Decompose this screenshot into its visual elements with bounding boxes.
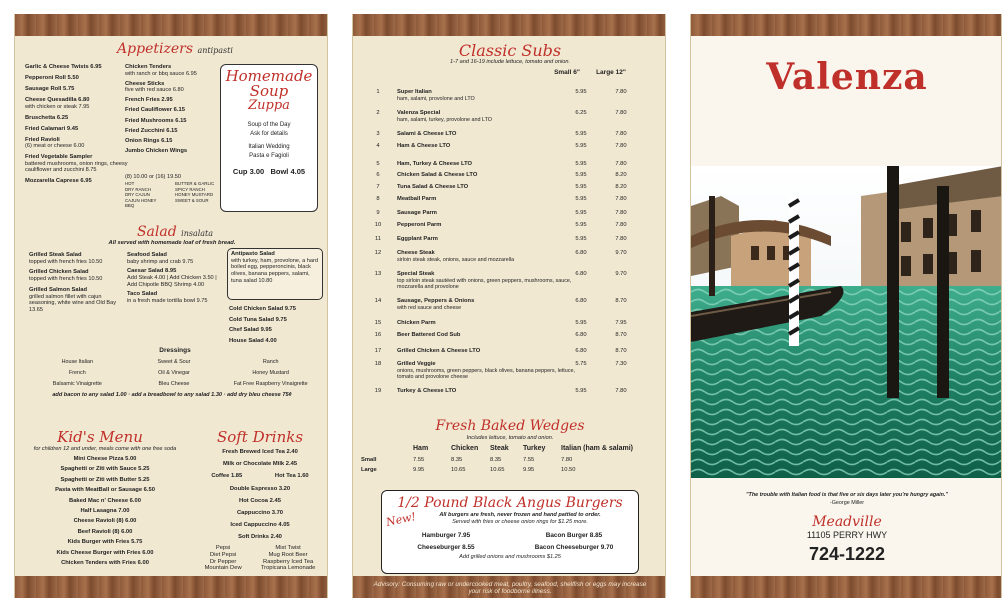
wedge-size-label: Small xyxy=(361,457,377,463)
soup-subtitle: Zuppa xyxy=(248,98,290,113)
appetizer-item xyxy=(25,115,133,122)
sub-desc: ham, salami, turkey, provolone and LTO xyxy=(397,117,492,123)
kids-item: Mini Cheese Pizza 5.00 xyxy=(73,456,137,462)
soup-item: Soup of the Day xyxy=(247,122,291,128)
appetizer-item xyxy=(125,81,225,94)
sub-large-price: 7.80 xyxy=(615,222,627,228)
appetizer-item-name: Fried Mushrooms 6.15 xyxy=(125,117,187,124)
appetizer-item xyxy=(125,97,225,104)
sub-small-price: 5.95 xyxy=(575,320,587,326)
dressing-item: House Italian xyxy=(61,359,94,365)
wing-sauce: CAJUN HONEY xyxy=(125,197,157,203)
soup-cup-price: Cup 3.00 xyxy=(232,167,265,176)
appetizer-item xyxy=(125,138,225,145)
wood-border-top xyxy=(15,14,327,36)
sub-name: Sausage, Peppers & Onions xyxy=(397,298,475,304)
salad-item-desc: baby shrimp and crab 9.75 xyxy=(127,258,194,265)
appetizer-item-name: Fried Cauliflower 6.15 xyxy=(125,107,185,114)
wedge-price: 8.35 xyxy=(451,457,463,463)
kids-item: Pasta with MeatBall or Sausage 6.50 xyxy=(55,487,155,494)
sub-number: 1 xyxy=(376,89,380,95)
sub-number: 5 xyxy=(376,161,380,167)
sub-desc: onions, mushrooms, green peppers, black olives, banana peppers, lettuce, tomato and provolone cheese xyxy=(397,368,575,381)
appetizer-item-name: Mozzarella Caprese 6.95 xyxy=(25,178,92,185)
salad-heading xyxy=(115,224,235,240)
mooring-pole-icon xyxy=(789,196,799,346)
salad-item xyxy=(29,287,117,314)
dressing-item: Bleu Cheese xyxy=(158,381,190,387)
subs-title: Classic Subs xyxy=(458,41,562,60)
kids-note: for children 12 and under, meals come with one free soda xyxy=(33,446,177,452)
appetizer-item xyxy=(25,178,133,185)
sub-name: Ham, Turkey & Cheese LTO xyxy=(397,161,473,167)
wing-sauce: DRY CAJUN xyxy=(125,192,150,198)
soda-item: Dr Pepper xyxy=(209,558,237,565)
sub-name: Chicken Parm xyxy=(397,320,436,326)
antipasto-box xyxy=(227,248,323,300)
soda-item: Diet Pepsi xyxy=(209,551,237,558)
sub-small-price: 5.95 xyxy=(575,210,587,216)
advisory-text: Advisory: Consuming raw or undercooked meat, poultry, seafood, shellfish or eggs may increase your risk of foodborne illness. xyxy=(373,581,647,596)
appetizer-item xyxy=(25,64,133,71)
drink-row xyxy=(195,446,325,458)
sub-number: 19 xyxy=(374,388,382,394)
kids-item: Half Lasagna 7.00 xyxy=(80,508,130,515)
salad-item: Chef Salad 9.95 xyxy=(229,327,272,333)
drink-item: Coffee 1.85 xyxy=(211,473,243,480)
sub-number: 9 xyxy=(376,210,380,216)
salad-item-desc: topped with french fries 10.50 xyxy=(29,258,103,265)
appetizers-title: Appetizers xyxy=(117,41,194,57)
wedge-price: 10.65 xyxy=(451,467,466,473)
burgers-note-2: Served with fries or cheese onion rings for $1.25 more. xyxy=(452,518,588,525)
burger-item: Bacon Cheeseburger 9.70 xyxy=(534,544,614,552)
sub-name: Grilled Chicken & Cheese LTO xyxy=(397,348,481,354)
appetizer-item-name: Chicken Tenders xyxy=(125,64,172,70)
sub-number: 11 xyxy=(374,236,382,242)
sub-name: Pepperoni Parm xyxy=(397,222,442,228)
sub-name: Valenza Special xyxy=(397,110,441,116)
salad-item-name: Seafood Salad xyxy=(127,252,167,258)
appetizer-item xyxy=(125,118,225,125)
cover-phone: 724-1222 xyxy=(808,544,886,564)
kids-item: Kids Burger with Fries 5.75 xyxy=(67,539,143,546)
kids-item: Kids Cheese Burger with Fries 6.00 xyxy=(56,549,154,556)
burger-item: Hamburger 7.95 xyxy=(421,532,471,540)
appetizer-item-name: Bruschetta 6.25 xyxy=(25,114,69,121)
appetizer-item-name: Fried Vegetable Sampler xyxy=(25,154,93,161)
sub-small-price: 6.80 xyxy=(575,348,587,354)
drink-item: Soft Drinks 2.40 xyxy=(238,534,282,541)
appetizer-item-desc: (6) meat or cheese 6.00 xyxy=(25,143,85,150)
salad-item xyxy=(127,252,221,265)
wing-sauce: BUTTER & GARLIC xyxy=(175,181,215,186)
drinks-title: Soft Drinks xyxy=(216,428,304,446)
appetizer-item-name: Onion Rings 6.15 xyxy=(125,137,173,144)
appetizer-item xyxy=(25,86,133,93)
kids-item: Spaghetti or Ziti with Butter 5.25 xyxy=(60,476,150,483)
appetizers-heading xyxy=(95,41,255,57)
appetizer-item-name: Cheese Sticks xyxy=(125,80,165,87)
wedge-price: 9.95 xyxy=(523,467,535,473)
drinks-list xyxy=(195,446,325,544)
wedge-price: 7.55 xyxy=(523,457,535,463)
soup-item: Ask for details xyxy=(250,131,288,137)
wing-sauce: DRY RANCH xyxy=(125,186,151,192)
soda-item: Tropicana Lemonade xyxy=(260,565,316,572)
sub-small-price: 5.75 xyxy=(575,361,587,367)
sub-desc: top sirloin steak sautéed with onions, green peppers, mushrooms, sauce, mozzarella and provolone xyxy=(397,278,572,291)
soup-item: Pasta e Fagioli xyxy=(249,153,289,159)
salad-column-2 xyxy=(127,252,221,308)
sub-large-price: 7.80 xyxy=(615,210,627,216)
wedge-header: Chicken xyxy=(451,445,479,452)
sub-number: 6 xyxy=(376,172,380,178)
soda-item: Raspberry Iced Tea xyxy=(263,558,314,565)
sub-large-price: 7.80 xyxy=(615,131,627,137)
sodas-left xyxy=(205,545,242,572)
sub-large-price: 7.80 xyxy=(615,89,627,95)
sub-number: 12 xyxy=(374,250,382,256)
wedge-price: 10.50 xyxy=(561,467,576,473)
appetizers-column-1 xyxy=(25,64,133,189)
antipasto-name: Antipasto Salad xyxy=(231,251,275,257)
sub-number: 14 xyxy=(374,298,382,304)
drink-row xyxy=(195,458,325,470)
burgers-note-1: All burgers are fresh, never frozen and hand pattied to order. xyxy=(439,512,601,518)
kids-item: Baked Mac n' Cheese 6.00 xyxy=(69,497,141,504)
salad-item-name: Grilled Salmon Salad xyxy=(29,286,87,293)
sub-large-price: 7.80 xyxy=(615,143,627,149)
salad-item: Cold Tuna Salad 9.75 xyxy=(229,316,287,323)
kids-item: Beef Ravioli (8) 6.00 xyxy=(77,528,133,535)
appetizer-item-name: Cheese Quesadilla 6.80 xyxy=(25,96,90,103)
appetizer-item-desc: battered mushrooms, onion rings, cheesy cauliflower and zucchini 8.75 xyxy=(25,160,128,174)
appetizer-item-desc: five with red sauce 6.80 xyxy=(125,87,184,94)
sub-name: Eggplant Parm xyxy=(397,236,438,242)
drink-row xyxy=(195,495,325,507)
dressing-item: Fat Free Raspberry Vinaigrette xyxy=(233,381,308,387)
appetizer-item xyxy=(25,97,133,110)
sub-large-price: 9.70 xyxy=(615,271,627,277)
kids-item: Cheese Ravioli (8) 6.00 xyxy=(73,518,137,525)
sub-small-price: 5.95 xyxy=(575,388,587,394)
sub-large-price: 7.80 xyxy=(615,110,627,116)
salad-item-desc: topped with french fries 10.50 xyxy=(29,276,103,283)
sub-small-price: 5.95 xyxy=(575,184,587,190)
sub-small-price: 5.95 xyxy=(575,172,587,178)
sub-large-price: 8.20 xyxy=(615,184,627,190)
drink-item: Double Espresso 3.20 xyxy=(229,485,291,492)
sub-number: 16 xyxy=(374,332,382,338)
appetizer-item xyxy=(25,75,133,82)
wedge-header: Turkey xyxy=(523,445,546,452)
wood-border-bottom xyxy=(15,576,327,598)
sub-large-price: 7.95 xyxy=(615,320,627,326)
sub-name: Ham & Cheese LTO xyxy=(397,143,451,149)
appetizer-item-name: Fried Calamari 9.45 xyxy=(25,125,79,132)
soda-item: Mist Twist xyxy=(275,545,301,551)
antipasto-desc: with turkey, ham, provolone, a hard boiled egg, pepperoncinis, black olives, banana peppers, salami, tuna salad 10.80 xyxy=(231,257,318,284)
sub-large-price: 7.80 xyxy=(615,196,627,202)
sub-name: Turkey & Cheese LTO xyxy=(397,388,457,394)
burger-item: Cheeseburger 8.55 xyxy=(417,544,475,552)
wings-prices: (8) 10.00 or (16) 19.50 xyxy=(125,174,181,180)
sub-name: Super Italian xyxy=(397,89,432,95)
burger-item: Bacon Burger 8.85 xyxy=(545,532,603,540)
wedge-header: Ham xyxy=(413,445,429,452)
appetizer-item-name: Garlic & Cheese Twists 6.95 xyxy=(25,64,102,70)
sub-name: Sausage Parm xyxy=(397,210,437,216)
sub-name: Grilled Veggie xyxy=(397,361,436,367)
appetizers-column-2 xyxy=(125,64,225,158)
sub-small-price: 6.80 xyxy=(575,250,587,256)
sub-small-price: 6.80 xyxy=(575,298,587,304)
salad-title: Salad xyxy=(136,224,177,240)
salad-item-desc: Add Steak 4.00 | Add Chicken 3.50 | Add Chipotle BBQ Shrimp 4.00 xyxy=(127,275,217,288)
sub-small-price: 5.95 xyxy=(575,222,587,228)
sub-name: Tuna Salad & Cheese LTO xyxy=(397,184,469,190)
salad-item-name: Grilled Chicken Salad xyxy=(29,269,89,276)
sub-number: 8 xyxy=(376,196,380,202)
kids-item: Spaghetti or Ziti with Sauce 5.25 xyxy=(60,466,150,473)
cover-city: Meadville xyxy=(812,514,882,530)
sub-large-price: 8.70 xyxy=(615,332,627,338)
sub-name: Meatball Parm xyxy=(397,196,437,202)
drink-row xyxy=(195,483,325,495)
wood-border-top xyxy=(353,14,665,36)
salad-item xyxy=(127,268,221,288)
sodas-right xyxy=(261,545,316,572)
drink-row xyxy=(195,519,325,531)
subs-small-header: Small 6" xyxy=(554,69,580,76)
menu-panel-cover xyxy=(690,14,1002,598)
drink-row xyxy=(195,507,325,519)
sub-number: 18 xyxy=(374,361,382,367)
appetizer-item-desc: with chicken or steak 7.95 xyxy=(25,103,90,110)
venice-canal-illustration xyxy=(691,166,1002,478)
sub-large-price: 8.20 xyxy=(615,172,627,178)
wedge-price: 8.35 xyxy=(490,457,502,463)
dressing-item: Honey Mustard xyxy=(252,370,289,376)
cover-quote: "The trouble with Italian food is that five or six days later you're hungry again." xyxy=(746,492,948,498)
burgers-items xyxy=(382,530,638,554)
sub-small-price: 5.95 xyxy=(575,236,587,242)
wing-sauce: BBQ xyxy=(125,203,135,209)
salad-addon: add bacon to any salad 1.00 · add a breadbowl to any salad 1.30 · add dry bleu cheese 75¢ xyxy=(52,392,292,398)
salad-note: All served with homemade loaf of fresh bread. xyxy=(108,240,236,246)
salad-column-3 xyxy=(229,304,325,346)
wedge-price: 7.80 xyxy=(561,457,573,463)
brand-logo: Valenza xyxy=(766,56,928,98)
soup-prices xyxy=(221,167,317,176)
cover-address: 11105 PERRY HWY xyxy=(806,530,888,540)
dressings-list xyxy=(29,357,319,390)
kids-title: Kid's Menu xyxy=(57,428,143,446)
salad-item-name: Caesar Salad 8.95 xyxy=(127,268,177,275)
wing-sauce: SWEET & SOUR xyxy=(175,197,209,203)
soda-item: Mug Root Beer xyxy=(268,551,308,558)
wedge-price: 7.55 xyxy=(413,457,425,463)
sub-desc: with red sauce and cheese xyxy=(397,305,462,311)
wood-border-top xyxy=(691,14,1001,36)
appetizer-item xyxy=(25,137,133,150)
burgers-title: 1/2 Pound Black Angus Burgers xyxy=(397,495,623,511)
wings-sauces xyxy=(125,181,225,209)
sub-number: 15 xyxy=(374,320,382,326)
salad-item-desc: grilled salmon fillet with cajun seasoning, white wine and Old Bay 13.65 xyxy=(29,293,117,313)
wedge-size-label: Large xyxy=(361,467,377,473)
wing-sauce: HONEY MUSTARD xyxy=(175,192,214,198)
menu-panel-left xyxy=(14,14,328,598)
appetizer-item-name: Fried Zucchini 6.15 xyxy=(125,127,178,134)
salad-subtitle: insalata xyxy=(181,229,214,238)
appetizers-subtitle: antipasti xyxy=(197,46,233,55)
sub-small-price: 5.95 xyxy=(575,89,587,95)
kids-items xyxy=(23,454,187,568)
appetizer-item xyxy=(125,64,225,77)
sub-large-price: 8.70 xyxy=(615,348,627,354)
venice-painting xyxy=(691,166,1002,478)
appetizer-item xyxy=(125,128,225,135)
salad-item-name: Taco Salad xyxy=(127,291,158,298)
salad-item xyxy=(29,252,117,265)
burgers-new-badge: New! xyxy=(384,510,418,529)
appetizer-item xyxy=(25,126,133,133)
drink-item: Fresh Brewed Iced Tea 2.40 xyxy=(222,449,298,455)
sub-large-price: 7.80 xyxy=(615,388,627,394)
sub-small-price: 5.95 xyxy=(575,161,587,167)
sub-name: Beer Battered Cod Sub xyxy=(397,332,461,338)
wedge-price: 10.65 xyxy=(490,467,505,473)
sub-small-price: 5.95 xyxy=(575,143,587,149)
sub-small-price: 6.25 xyxy=(575,110,587,116)
sub-small-price: 6.80 xyxy=(575,271,587,277)
sub-small-price: 6.80 xyxy=(575,332,587,338)
drink-item: Cappuccino 3.70 xyxy=(236,510,284,517)
sub-small-price: 5.95 xyxy=(575,131,587,137)
soda-item: Pepsi xyxy=(215,545,231,551)
sodas xyxy=(195,545,325,572)
appetizer-item-name: Pepperoni Roll 5.50 xyxy=(25,74,79,81)
kids-item: Chicken Tenders with Fries 6.00 xyxy=(61,560,149,567)
soup-box xyxy=(220,64,318,212)
salad-item-desc: in a fresh made tortilla bowl 9.75 xyxy=(127,298,208,305)
sub-small-price: 5.95 xyxy=(575,196,587,202)
subs-large-header: Large 12" xyxy=(596,69,626,76)
dressing-item: Sweet & Sour xyxy=(157,359,191,365)
wing-sauce: HOT xyxy=(125,181,135,186)
cover-quote-author: -George Miller xyxy=(829,500,865,506)
salad-item xyxy=(127,291,221,304)
drink-item: Hot Tea 1.60 xyxy=(274,473,309,480)
sub-desc: sirloin steak steak, onions, sauce and mozzarella xyxy=(397,257,515,263)
sub-number: 7 xyxy=(376,184,380,190)
subs-note: 1-7 and 16-19 include lettuce, tomato and onion. xyxy=(449,59,571,65)
wedge-price: 9.95 xyxy=(413,467,425,473)
wood-border-bottom xyxy=(691,576,1001,598)
salad-item: Cold Chicken Salad 9.75 xyxy=(229,306,297,312)
appetizer-item-desc: with ranch or bbq sauce 6.95 xyxy=(125,70,197,77)
appetizer-item-name: Sausage Roll 5.75 xyxy=(25,85,75,92)
soup-title: Homemade Soup xyxy=(225,67,313,100)
sub-number: 13 xyxy=(374,271,382,277)
burgers-addon: Add grilled onions and mushrooms $1.25 xyxy=(459,554,561,561)
drink-item: Milk or Chocolate Milk 2.45 xyxy=(222,461,298,468)
sub-large-price: 7.80 xyxy=(615,161,627,167)
drink-item: Hot Cocoa 2.45 xyxy=(239,497,281,504)
dressing-item: French xyxy=(68,370,86,376)
wedges-note: Includes lettuce, tomato and onion. xyxy=(466,435,554,441)
sub-name: Chicken Salad & Cheese LTO xyxy=(397,172,478,178)
sub-name: Special Steak xyxy=(397,271,435,277)
drink-item: Iced Cappuccino 4.05 xyxy=(230,522,290,529)
sub-name: Salami & Cheese LTO xyxy=(397,131,457,137)
appetizer-item xyxy=(125,148,225,155)
soup-items xyxy=(221,121,317,161)
sub-large-price: 7.30 xyxy=(615,361,627,367)
sub-number: 10 xyxy=(374,222,382,228)
salad-item: House Salad 4.00 xyxy=(229,337,277,344)
sub-large-price: 7.80 xyxy=(615,236,627,242)
menu-panel-middle xyxy=(352,14,666,598)
soup-bowl-price: Bowl 4.05 xyxy=(270,167,306,176)
dressings-title: Dressings xyxy=(159,347,191,354)
drink-row xyxy=(195,531,325,543)
soda-item: Mountain Dew xyxy=(204,565,242,572)
dressing-item: Ranch xyxy=(262,359,279,365)
burgers-box xyxy=(381,490,639,574)
appetizer-item-name: Jumbo Chicken Wings xyxy=(125,147,188,154)
soup-item: Italian Wedding xyxy=(248,144,290,150)
dressing-item: Oil & Vinegar xyxy=(158,370,190,376)
appetizer-item xyxy=(125,107,225,114)
wedge-header: Italian (ham & salami) xyxy=(561,445,633,452)
wedge-header: Steak xyxy=(490,445,509,452)
sub-number: 17 xyxy=(374,348,382,354)
sub-name: Cheese Steak xyxy=(397,250,435,256)
appetizer-item-name: French Fries 2.95 xyxy=(125,97,173,104)
salad-item-name: Grilled Steak Salad xyxy=(29,252,82,258)
salad-item xyxy=(29,269,117,282)
appetizer-item xyxy=(25,154,133,174)
dressing-item: Balsamic Vinaigrette xyxy=(52,381,102,387)
sub-number: 2 xyxy=(376,110,380,116)
drink-row xyxy=(195,470,325,482)
sub-large-price: 9.70 xyxy=(615,250,627,256)
wing-sauce: SPICY RANCH xyxy=(175,186,205,192)
sub-desc: ham, salami, provolone and LTO xyxy=(397,96,475,102)
appetizer-item-name: Fried Ravioli xyxy=(25,136,60,143)
salad-column-1 xyxy=(29,252,117,317)
sub-number: 4 xyxy=(376,143,380,149)
sub-large-price: 8.70 xyxy=(615,298,627,304)
wedges-title: Fresh Baked Wedges xyxy=(435,418,585,434)
sub-number: 3 xyxy=(376,131,380,137)
